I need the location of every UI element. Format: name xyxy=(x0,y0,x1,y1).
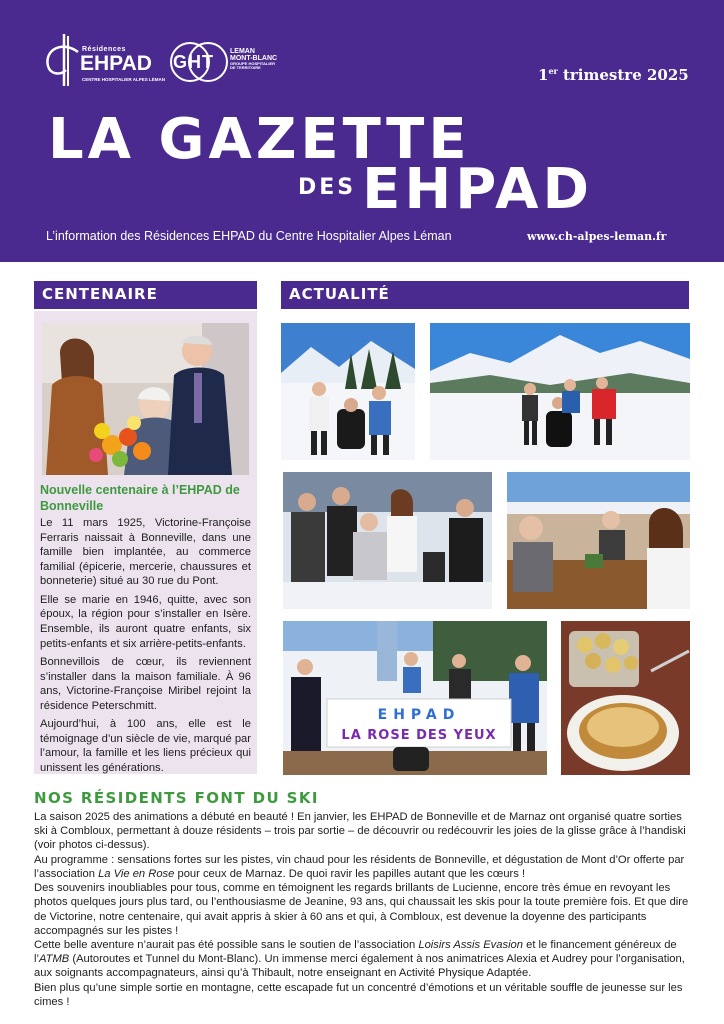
centenaire-photo xyxy=(42,323,249,475)
masthead-title-line1: LA GAZETTE xyxy=(48,107,471,172)
ski-paragraph: La saison 2025 des animations a débuté en beauté ! En janvier, les EHPAD de Bonneville et de Marnaz ont organisé quatre sorties ski à Combloux, permettant à douze résidents – trois par sortie – de découvrir ou redécouvrir les joies de la glisse grâce à l’handiski (voir photos ci-dessus). xyxy=(34,811,686,852)
ehpad-logo xyxy=(42,30,164,88)
centenaire-article xyxy=(40,516,251,780)
masthead-title-line2 xyxy=(298,157,593,222)
banner-text-line2: LA ROSE DES YEUX xyxy=(341,728,497,743)
quarter-rest: trimestre 2025 xyxy=(557,66,689,84)
ski-paragraph xyxy=(34,938,694,981)
ski-p4-text-end: (Autoroutes et Tunnel du Mont-Blanc). Un immense merci également à nos animatrices Alexia et Audrey pour l’organisation, aux soignants accompagnateurs, ainsi qu’à Thibault, notre enseignant en Activité Physique Adaptée. xyxy=(34,953,685,980)
ski-paragraph: Des souvenirs inoubliables pour tous, comme en témoignent les regards brillants de Lucienne, encore très émue en revoyant les photos quelques jours plus tard, ou l’enthousiasme de Jeanine, 93 ans, qui chaussait les skis pour la toute première fois. Et que dire de Victorine, notre centenaire, qui avait appris à skier à 60 ans et qui, à Combloux, est devenue la doyenne des participants accompagnés sur les pistes ! xyxy=(34,882,689,937)
masthead-title-des: DES xyxy=(298,175,357,200)
issue-quarter xyxy=(538,66,689,84)
ski-p4-association: Loisirs Assis Evasion xyxy=(418,938,524,951)
centenaire-paragraph: Bonnevillois de cœur, ils reviennent s’installer dans la maison familiale. À 96 ans, Victorine-Françoise Miribel rejoint la résidence Peterschmitt. xyxy=(40,656,251,712)
ski-paragraph: Bien plus qu’une simple sortie en montagne, cette escapade fut un concentré d’émotions et un véritable souffle de jeunesse sur les cimes ! xyxy=(34,981,683,1008)
ehpad-swirl-icon xyxy=(42,32,82,88)
ght-lines xyxy=(230,48,277,70)
centenaire-paragraph: Aujourd’hui, à 100 ans, elle est le témoignage d’un siècle de vie, marqué par l’amour, la famille et les liens précieux qui unissent les générations. xyxy=(40,718,251,774)
ehpad-logo-sub: CENTRE HOSPITALIER ALPES LÉMAN xyxy=(82,77,166,82)
ght-line4: DE TERRITOIRE xyxy=(230,65,261,70)
ski-p4-text: Cette belle aventure n’aurait pas été possible sans le soutien de l’association xyxy=(34,938,419,951)
ski-p2-text-end: pour ceux de Marnaz. De quoi ravir les papilles autant que les cœurs ! xyxy=(174,867,526,880)
ski-article xyxy=(34,810,694,1009)
ght-logo xyxy=(170,42,300,88)
website-link[interactable]: www.ch-alpes-leman.fr xyxy=(527,230,667,243)
centenaire-section-label: CENTENAIRE xyxy=(34,281,257,309)
masthead xyxy=(0,0,724,262)
ski-p4-atmb: ATMB xyxy=(38,953,70,966)
restaurant-photo xyxy=(507,472,690,609)
ehpad-logo-top: Résidences xyxy=(82,46,126,53)
masthead-title-ehpad: EHPAD xyxy=(362,157,593,222)
centenaire-headline: Nouvelle centenaire à l’EHPAD de Bonneville xyxy=(40,483,240,513)
ght-line1: LEMAN xyxy=(230,48,255,55)
ski-photo-2 xyxy=(430,323,690,460)
ght-line3: GROUPE HOSPITALIER xyxy=(230,61,276,66)
ght-line2: MONT-BLANC xyxy=(230,55,278,62)
ski-p2-association: La Vie en Rose xyxy=(98,867,175,880)
ski-p4-text-mid: et le financement généreux de l’ xyxy=(34,938,677,966)
ski-section-title: NOS RÉSIDENTS FONT DU SKI xyxy=(34,789,319,807)
ski-photo-1 xyxy=(281,323,415,460)
centenaire-paragraph: Elle se marie en 1946, quitte, avec son époux, la région pour s’installer en Isère. Ensemble, ils auront quatre enfants, six petits-enfants et six arrière-petits-enfants. xyxy=(40,593,251,650)
centenaire-panel xyxy=(34,311,257,774)
banner-text-line1: EHPAD xyxy=(377,707,461,723)
ski-p2-text: Au programme : sensations fortes sur les pistes, vin chaud pour les résidents de Bonneville, et dégustation de Mont d’Or offerte par l’association xyxy=(34,853,685,880)
ehpad-logo-main: EHPAD xyxy=(80,52,152,75)
ght-badge-text: GHT xyxy=(173,52,214,72)
actualite-section-label: ACTUALITÉ xyxy=(281,281,689,309)
tagline: L’information des Résidences EHPAD du Centre Hospitalier Alpes Léman xyxy=(46,229,452,243)
ski-paragraph xyxy=(34,853,694,881)
food-photo xyxy=(561,621,690,775)
quarter-sup: er xyxy=(548,66,558,76)
banner-group-photo xyxy=(283,621,547,775)
group-photo-terrace xyxy=(283,472,492,609)
centenaire-paragraph: Le 11 mars 1925, Victorine-Françoise Ferraris naissait à Bonneville, dans une famille bien implantée, au commerce familial (épicerie, mercerie, chaussures et bonneterie) situé au 30 rue du Pont. xyxy=(40,517,251,588)
quarter-number: 1 xyxy=(538,66,549,84)
